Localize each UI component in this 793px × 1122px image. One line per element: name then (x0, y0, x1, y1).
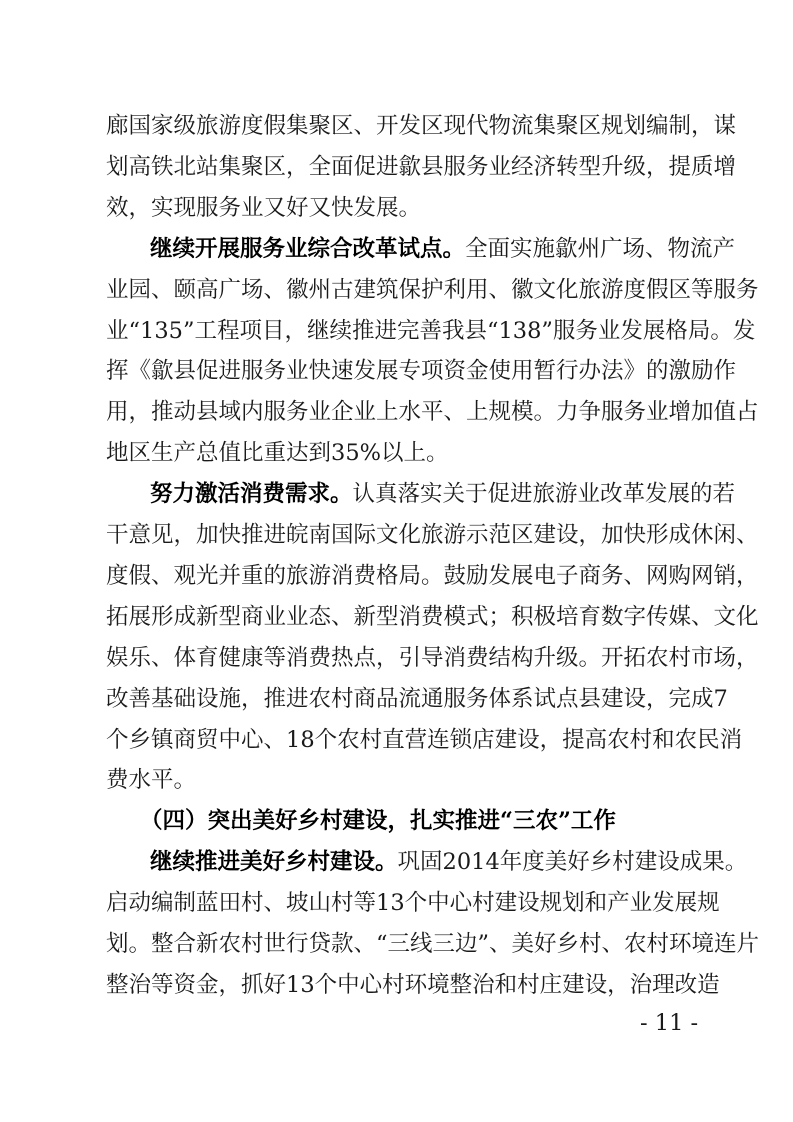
paragraph-3-text: 认真落实关于促进旅游业改革发展的若 (352, 481, 736, 507)
paragraph-4-text: 巩固2014年度美好乡村建设成果。 (397, 849, 748, 875)
page-number: - 11 - (640, 1010, 699, 1036)
paragraph-3-line-1 (150, 474, 736, 514)
paragraph-3-line-8: 费水平。 (106, 767, 197, 793)
section-heading: （四）突出美好乡村建设，扎实推进“三农”工作 (140, 808, 616, 834)
paragraph-1-line-2: 划高铁北站集聚区，全面促进歙县服务业经济转型升级，提质增 (106, 154, 737, 180)
paragraph-3-line-7: 个乡镇商贸中心、18个农村直营连锁店建设，提高农村和农民消 (106, 727, 743, 753)
paragraph-2-line-6: 地区生产总值比重达到35%以上。 (106, 440, 449, 466)
paragraph-4-heading: 继续推进美好乡村建设。 (150, 849, 398, 875)
paragraph-2-line-5: 用，推动县域内服务业企业上水平、上规模。力争服务业增加值占 (106, 399, 759, 425)
paragraph-2-line-4: 挥《歙县促进服务业快速发展专项资金使用暂行办法》的激励作 (106, 358, 737, 384)
paragraph-3-line-5: 娱乐、体育健康等消费热点，引导消费结构升级。开拓农村市场， (106, 645, 759, 671)
paragraph-3-line-3: 度假、观光并重的旅游消费格局。鼓励发展电子商务、网购网销， (106, 563, 759, 589)
paragraph-2-line-2: 业园、颐高广场、徽州古建筑保护利用、徽文化旅游度假区等服务 (106, 277, 759, 303)
paragraph-2-line-3: 业“135”工程项目，继续推进完善我县“138”服务业发展格局。发 (106, 318, 756, 344)
paragraph-2-heading: 继续开展服务业综合改革试点。 (150, 236, 466, 262)
paragraph-1-line-3: 效，实现服务业又好又快发展。 (106, 195, 422, 221)
paragraph-4-line-4: 整治等资金，抓好13个中心村环境整治和村庄建设，治理改造 (106, 972, 720, 998)
paragraph-2-text: 全面实施歙州广场、物流产 (465, 236, 736, 262)
paragraph-3-line-4: 拓展形成新型商业业态、新型消费模式；积极培育数字传媒、文化 (106, 604, 759, 630)
paragraph-3-line-6: 改善基础设施，推进农村商品流通服务体系试点县建设，完成7 (106, 686, 728, 712)
paragraph-4-line-1 (150, 842, 748, 882)
paragraph-1-line-1: 廊国家级旅游度假集聚区、开发区现代物流集聚区规划编制，谋 (106, 113, 737, 139)
paragraph-4-line-3: 划。整合新农村世行贷款、“三线三边”、美好乡村、农村环境连片 (106, 931, 760, 957)
paragraph-3-line-2: 干意见，加快推进皖南国际文化旅游示范区建设，加快形成休闲、 (106, 522, 759, 548)
paragraph-4-line-2: 启动编制蓝田村、坡山村等13个中心村建设规划和产业发展规 (106, 890, 720, 916)
paragraph-3-heading: 努力激活消费需求。 (150, 481, 353, 507)
paragraph-2-line-1 (150, 229, 736, 269)
